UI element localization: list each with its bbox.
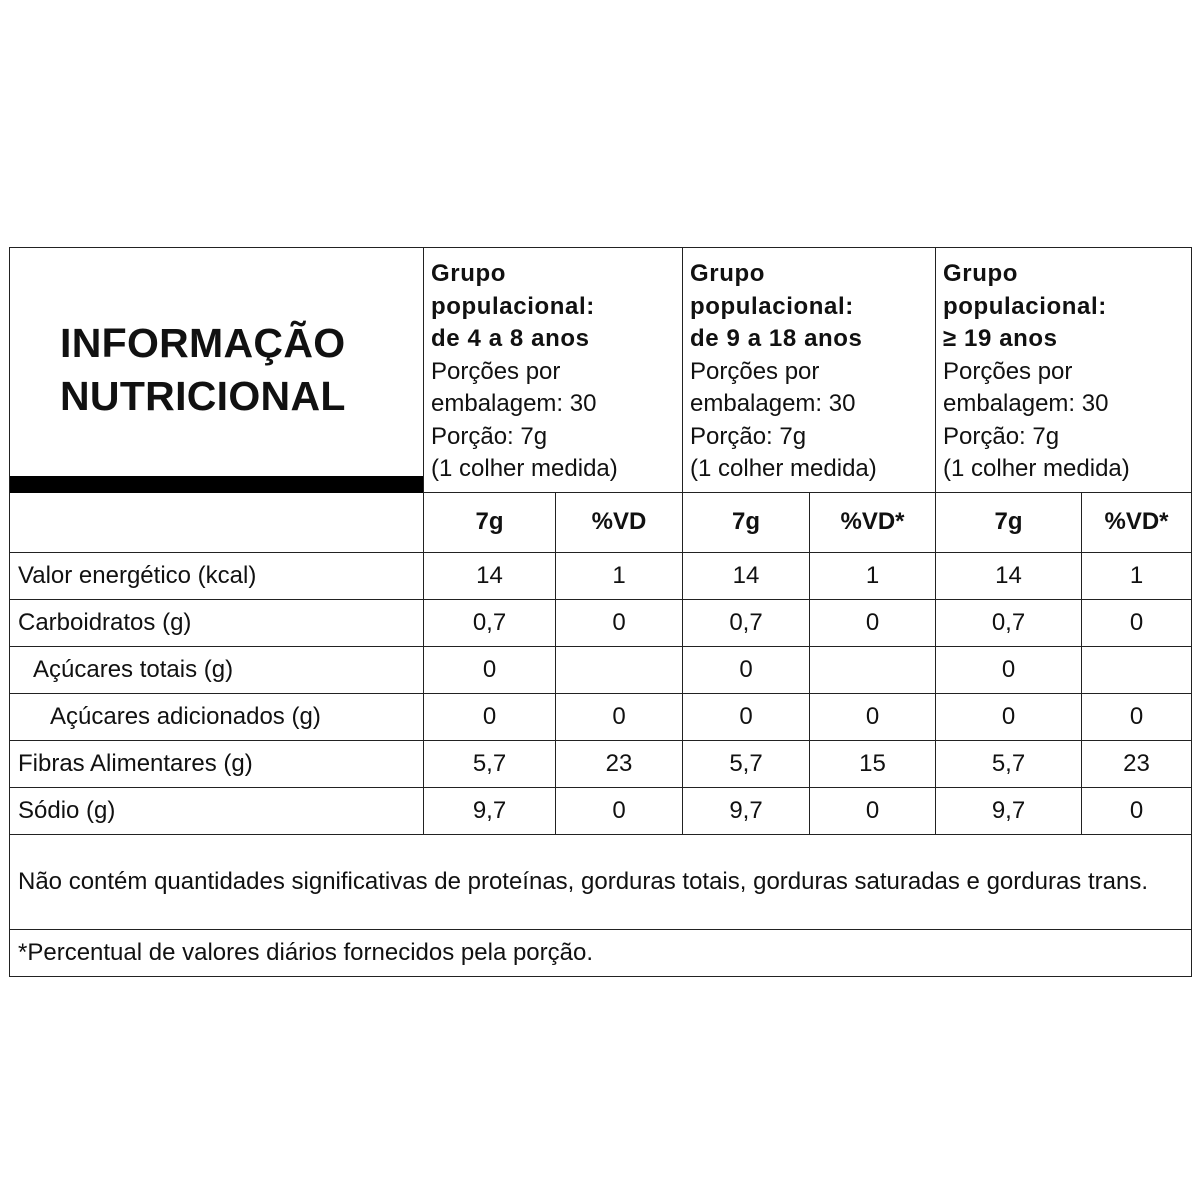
nutrient-value: 0,7 [683,599,810,646]
nutrient-name: Sódio (g) [10,787,424,834]
nutrient-value: 0 [810,787,936,834]
nutrient-value: 14 [683,552,810,599]
nutrient-row-added-sugars [10,693,1192,740]
col-amount: 7g [936,492,1082,552]
nutrient-value: 14 [424,552,556,599]
nutrient-value: 0 [936,646,1082,693]
footnote-not-significant: Não contém quantidades significativas de proteínas, gorduras totais, gorduras saturadas e gorduras trans. [10,834,1192,929]
nutrient-value: 9,7 [424,787,556,834]
nutrient-value: 0 [810,599,936,646]
thick-divider-bar [10,476,423,493]
nutrient-name: Carboidratos (g) [10,599,424,646]
group-header-9-18 [683,248,936,493]
nutrient-value: 0 [810,693,936,740]
group-label: Grupo [690,260,765,287]
column-subheader-row [10,492,1192,552]
footnote-row [10,929,1192,976]
nutrient-value: 0 [936,693,1082,740]
nutrient-value: 14 [936,552,1082,599]
servings-per-package: embalagem: 30 [431,390,597,417]
title-line-2: NUTRICIONAL [60,372,346,419]
footnote-row [10,834,1192,929]
nutrient-value: 9,7 [936,787,1082,834]
nutrient-row-fiber [10,740,1192,787]
nutrient-value: 0 [556,787,683,834]
group-label: populacional: [431,292,595,320]
nutrient-name: Fibras Alimentares (g) [10,740,424,787]
title-line-1: INFORMAÇÃO [60,319,346,366]
servings-per-package: Porções por [431,357,561,385]
nutrient-value: 0 [1082,787,1192,834]
portion-size: Porção: 7g [431,422,548,450]
nutrient-value: 5,7 [683,740,810,787]
nutrient-value: 0,7 [936,599,1082,646]
nutrient-row-sodium [10,787,1192,834]
nutrient-value: 5,7 [936,740,1082,787]
nutrient-value: 1 [556,552,683,599]
group-label: Grupo [943,260,1018,287]
nutrient-name: Açúcares adicionados (g) [10,693,424,740]
portion-measure: (1 colher medida) [943,455,1130,482]
group-label: populacional: [690,292,854,320]
nutrient-value [1082,646,1192,693]
footnote-daily-values: *Percentual de valores diários fornecidos pela porção. [10,929,1192,976]
portion-size: Porção: 7g [690,422,807,450]
servings-per-package: Porções por [943,357,1073,385]
nutrient-value: 0,7 [424,599,556,646]
nutrient-value: 5,7 [424,740,556,787]
group-header-19-plus [936,248,1192,493]
group-label: Grupo [431,260,506,287]
group-age-range: de 9 a 18 anos [690,325,863,352]
nutrient-value: 23 [1082,740,1192,787]
nutrient-value: 0 [683,646,810,693]
nutrient-value: 0 [556,693,683,740]
nutrient-value: 0 [1082,599,1192,646]
group-label: populacional: [943,292,1107,320]
nutrient-value: 0 [424,693,556,740]
nutrition-table [9,247,1192,977]
header-row [10,248,1192,493]
nutrient-value: 0 [424,646,556,693]
nutrient-name: Valor energético (kcal) [10,552,424,599]
nutrient-value: 0 [556,599,683,646]
nutrient-value: 1 [810,552,936,599]
servings-per-package: embalagem: 30 [690,390,856,417]
group-age-range: ≥ 19 anos [943,325,1058,352]
group-age-range: de 4 a 8 anos [431,325,590,352]
group-header-4-8 [424,248,683,493]
servings-per-package: Porções por [690,357,820,385]
nutrient-row-total-sugars [10,646,1192,693]
col-amount: 7g [683,492,810,552]
nutrient-value [556,646,683,693]
col-dv: %VD [556,492,683,552]
label-title [10,248,424,493]
nutrient-value [810,646,936,693]
nutrient-value: 0 [1082,693,1192,740]
portion-size: Porção: 7g [943,422,1060,450]
nutrient-row-carbohydrates [10,599,1192,646]
col-dv: %VD* [810,492,936,552]
nutrient-row-energy [10,552,1192,599]
nutrient-value: 9,7 [683,787,810,834]
nutrient-value: 15 [810,740,936,787]
nutrient-value: 0 [683,693,810,740]
servings-per-package: embalagem: 30 [943,390,1109,417]
col-dv: %VD* [1082,492,1192,552]
nutrient-name: Açúcares totais (g) [10,646,424,693]
empty-subheader-cell [10,492,424,552]
portion-measure: (1 colher medida) [431,455,618,482]
col-amount: 7g [424,492,556,552]
nutrient-value: 1 [1082,552,1192,599]
portion-measure: (1 colher medida) [690,455,877,482]
nutrient-value: 23 [556,740,683,787]
nutrition-facts-label [9,247,1191,966]
